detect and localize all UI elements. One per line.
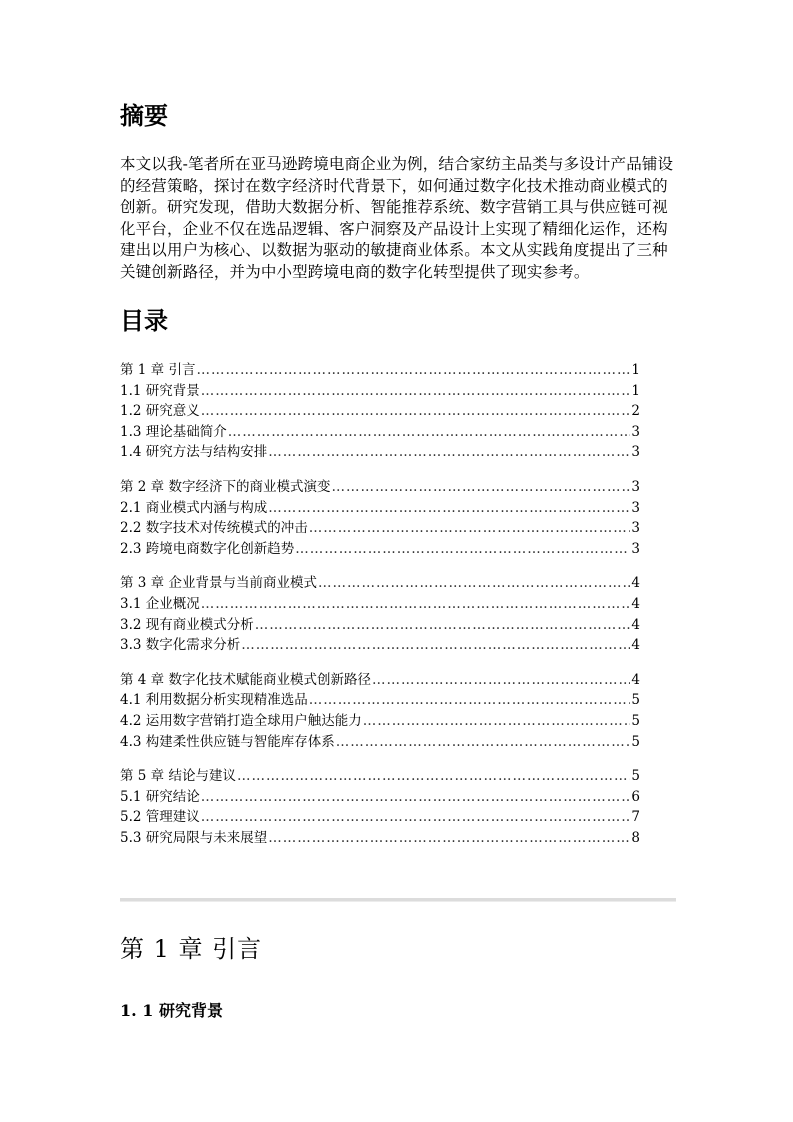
toc-group (120, 670, 640, 752)
toc-section-entry[interactable] (120, 518, 640, 539)
toc-entry-label: 第 4 章 数字化技术赋能商业模式创新路径 (120, 671, 371, 688)
toc-section-entry[interactable] (120, 615, 640, 636)
toc-chapter-entry[interactable] (120, 573, 640, 594)
toc-page-number: 3 (631, 520, 640, 537)
toc-entry-label: 第 5 章 结论与建议 (120, 768, 236, 785)
toc-dot-leader (295, 539, 630, 560)
toc-dot-leader (255, 615, 631, 636)
toc-dot-leader (309, 690, 631, 711)
toc-page-number: 1 (631, 382, 640, 399)
toc-entry-label: 第 1 章 引言 (120, 362, 196, 378)
toc-dot-leader (201, 787, 631, 808)
toc-page-number: 8 (631, 829, 640, 846)
toc-section-entry[interactable] (120, 690, 640, 711)
toc-dot-leader (196, 360, 630, 381)
toc-chapter-entry[interactable] (120, 477, 640, 498)
toc-group (120, 766, 640, 848)
toc-page-number: 5 (631, 733, 640, 750)
abstract-heading: 摘要 (120, 102, 168, 130)
toc-section-entry[interactable] (120, 787, 640, 808)
toc-dot-leader (201, 807, 631, 828)
toc-dot-leader (268, 498, 630, 519)
toc-entry-label: 2.3 跨境电商数字化创新趋势 (120, 540, 295, 557)
toc-section-entry[interactable] (120, 635, 640, 656)
toc-entry-label: 3.2 现有商业模式分析 (120, 616, 254, 633)
toc-section-entry[interactable] (120, 828, 640, 849)
toc-section-entry[interactable] (120, 711, 640, 732)
toc-entry-label: 1.2 研究意义 (120, 403, 200, 420)
toc-section-entry[interactable] (120, 422, 640, 443)
toc-dot-leader (241, 635, 630, 656)
toc-page-number: 3 (631, 423, 640, 440)
toc-page-number: 4 (631, 671, 640, 688)
toc-group (120, 477, 640, 559)
toc-dot-leader (228, 422, 631, 443)
toc-entry-label: 3.3 数字化需求分析 (120, 637, 241, 654)
toc-entry-label: 5.3 研究局限与未来展望 (120, 829, 268, 846)
toc-page-number: 4 (631, 616, 640, 633)
toc-page-number: 5 (631, 692, 640, 709)
chapter-1-heading: 第 1 章 引言 (120, 935, 263, 963)
abstract-text: 本文以我-笔者所在亚马逊跨境电商企业为例，结合家纺主品类与多设计产品铺设的经营策略，探讨在数字经济时代背景下，如何通过数字化技术推动商业模式的创新。研究发现，借助大数据分析、智能推荐系统、数字营销工具与供应链可视化平台，企业不仅在选品逻辑、客户洞察及产品设计上实现了精细化运作，还构建出以用户为核心、以数据为驱动的敏捷商业体系。本文从实践角度提出了三种关键创新路径，并为中小型跨境电商的数字化转型提供了现实参考。 (120, 155, 674, 281)
toc-group (120, 573, 640, 655)
toc-entry-label: 2.1 商业模式内涵与构成 (120, 499, 268, 516)
toc-page-number: 4 (631, 595, 640, 612)
toc-page-number: 4 (631, 575, 640, 592)
toc-page-number: 4 (631, 637, 640, 654)
section-1-1-heading: 1. 1 研究背景 (120, 1001, 223, 1020)
toc-entry-label: 5.1 研究结论 (120, 788, 200, 805)
toc-entry-label: 1.1 研究背景 (120, 382, 200, 399)
toc-dot-leader (201, 401, 631, 422)
toc-dot-leader (336, 732, 631, 753)
toc-entry-label: 第 3 章 企业背景与当前商业模式 (120, 575, 317, 592)
toc-dot-leader (318, 573, 630, 594)
toc-group (120, 360, 640, 463)
toc-dot-leader (309, 518, 631, 539)
toc-dot-leader (363, 711, 631, 732)
toc-dot-leader (372, 670, 630, 691)
toc-dot-leader (268, 828, 630, 849)
toc-page-number: 3 (631, 444, 640, 461)
toc-page-number: 1 (631, 362, 640, 378)
toc-page-number: 3 (631, 540, 640, 557)
toc-page-number: 3 (631, 499, 640, 516)
toc-dot-leader (268, 442, 630, 463)
toc-section-entry[interactable] (120, 539, 640, 560)
toc-entry-label: 1.3 理论基础简介 (120, 423, 227, 440)
toc-chapter-entry[interactable] (120, 766, 640, 787)
toc-entry-label: 4.3 构建柔性供应链与智能库存体系 (120, 733, 335, 750)
toc-section-entry[interactable] (120, 594, 640, 615)
toc-section-entry[interactable] (120, 498, 640, 519)
toc-chapter-entry[interactable] (120, 670, 640, 691)
toc-section-entry[interactable] (120, 442, 640, 463)
toc-chapter-entry[interactable] (120, 360, 640, 381)
toc-section-entry[interactable] (120, 401, 640, 422)
toc-section-entry[interactable] (120, 807, 640, 828)
toc-page-number: 5 (631, 768, 640, 785)
toc-section-entry[interactable] (120, 381, 640, 402)
page-divider (120, 898, 676, 902)
toc-page-number: 2 (631, 403, 640, 420)
toc-entry-label: 第 2 章 数字经济下的商业模式演变 (120, 478, 331, 495)
toc-dot-leader (201, 381, 631, 402)
toc-page-number: 6 (631, 788, 640, 805)
toc-dot-leader (201, 594, 631, 615)
toc-entry-label: 5.2 管理建议 (120, 809, 200, 826)
toc-dot-leader (331, 477, 630, 498)
table-of-contents (120, 360, 640, 862)
toc-dot-leader (237, 766, 630, 787)
toc-entry-label: 4.1 利用数据分析实现精准选品 (120, 692, 308, 709)
toc-entry-label: 3.1 企业概况 (120, 595, 200, 612)
toc-page-number: 3 (631, 478, 640, 495)
toc-entry-label: 1.4 研究方法与结构安排 (120, 444, 268, 461)
toc-page-number: 7 (631, 809, 640, 826)
toc-entry-label: 2.2 数字技术对传统模式的冲击 (120, 520, 308, 537)
toc-entry-label: 4.2 运用数字营销打造全球用户触达能力 (120, 712, 362, 729)
toc-page-number: 5 (631, 712, 640, 729)
toc-section-entry[interactable] (120, 732, 640, 753)
toc-heading: 目录 (120, 307, 168, 335)
